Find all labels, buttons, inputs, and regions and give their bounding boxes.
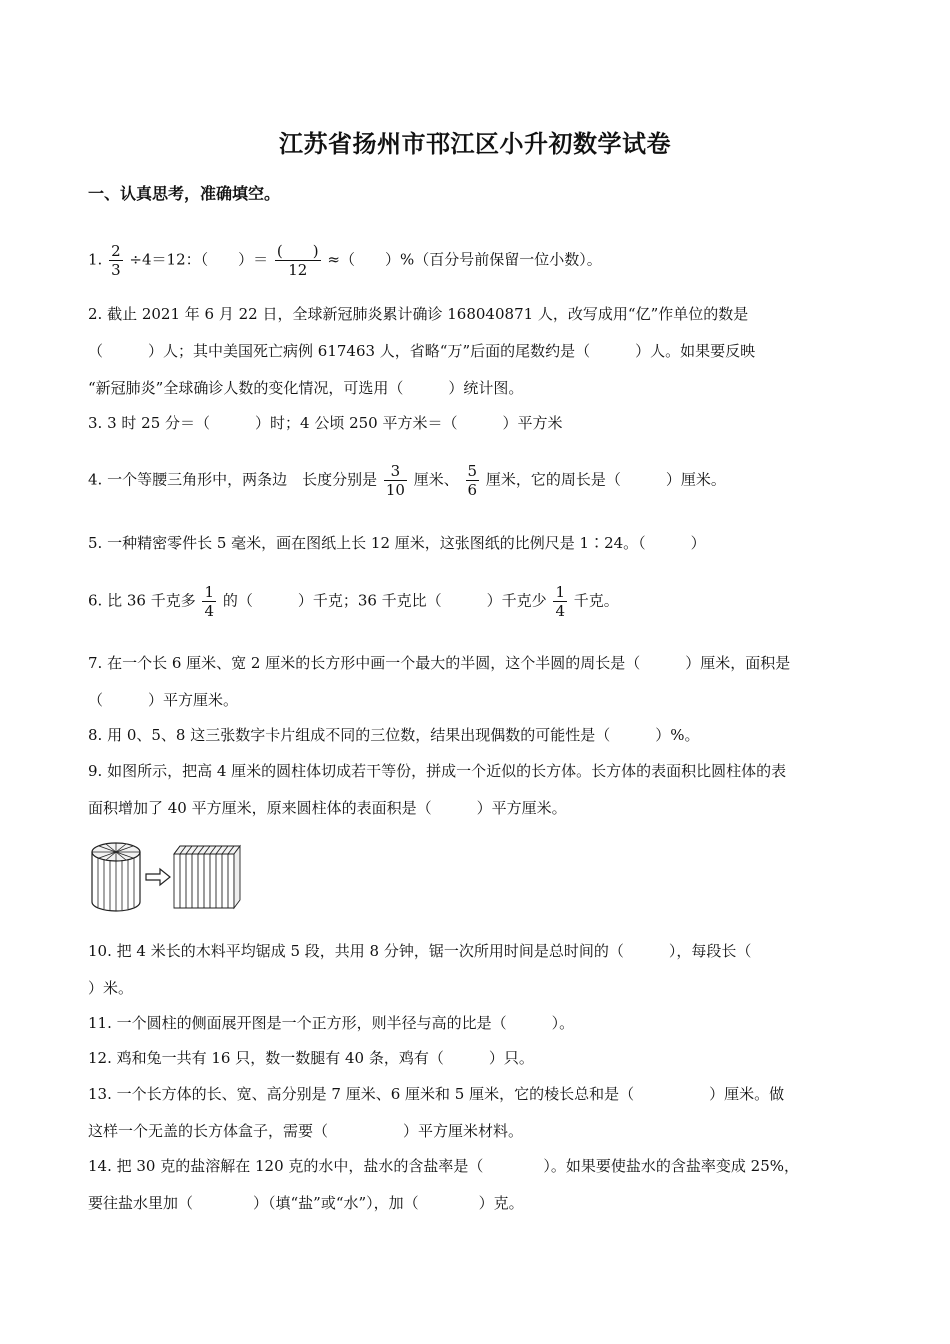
- cylinder-icon: [92, 843, 140, 911]
- question-1: 1. $\frac{2}{3}$ ÷4＝12：（ ）＝ $\frac{( )}{12}$ ≈（ ）%（百分号前保留一位小数）。: [88, 242, 602, 279]
- question-2-line-2: （ ）人；其中美国死亡病例 617463 人，省略“万”后面的尾数约是（ ）人。如果要反映: [88, 342, 756, 360]
- fraction-one-quarter-b: $\frac{1}{4}$: [555, 583, 565, 620]
- question-14-line-2: 要往盐水里加（ ）（填“盐”或“水”），加（ ）克。: [88, 1194, 524, 1212]
- fraction-five-sixths: $\frac{5}{6}$: [467, 462, 478, 499]
- fraction-one-quarter-a: $\frac{1}{4}$: [204, 583, 215, 620]
- question-13-line-1: 13. 一个长方体的长、宽、高分别是 7 厘米、6 厘米和 5 厘米，它的棱长总和是（ ）厘米。做: [88, 1085, 785, 1103]
- question-3: 3. 3 时 25 分＝（ ）时；4 公顷 250 平方米＝（ ）平方米: [88, 414, 563, 432]
- question-14-line-1: 14. 把 30 克的盐溶解在 120 克的水中，盐水的含盐率是（ ）。如果要使盐水的含盐率变成 25%，: [88, 1157, 800, 1175]
- question-11: 11. 一个圆柱的侧面展开图是一个正方形，则半径与高的比是（ ）。: [88, 1014, 575, 1032]
- page-title: 江苏省扬州市邗江区小升初数学试卷: [279, 130, 671, 158]
- section-heading: 一、认真思考，准确填空。: [88, 184, 281, 203]
- question-13-line-2: 这样一个无盖的长方体盒子，需要（ ）平方厘米材料。: [88, 1122, 524, 1140]
- question-2-line-3: “新冠肺炎”全球确诊人数的变化情况，可选用（ ）统计图。: [88, 379, 524, 397]
- question-9-line-1: 9. 如图所示，把高 4 厘米的圆柱体切成若干等份，拼成一个近似的长方体。长方体的表面积比圆柱体的表: [88, 762, 787, 780]
- question-6: 6. 比 36 千克多 $\frac{1}{4}$ 的（ ）千克；36 千克比（ ）千克少 $\frac{1}{4}$ 千克。: [88, 583, 619, 620]
- question-2-line-1: 2. 截止 2021 年 6 月 22 日，全球新冠肺炎累计确诊 168040871 人，改写成用“亿”作单位的数是: [88, 305, 749, 323]
- fraction-two-thirds: $\frac{2}{3}$: [111, 242, 121, 279]
- question-7-line-1: 7. 在一个长 6 厘米、宽 2 厘米的长方形中画一个最大的半圆，这个半圆的周长是（ ）厘米，面积是: [88, 654, 791, 672]
- question-7-line-2: （ ）平方厘米。: [88, 691, 239, 709]
- question-5: 5. 一种精密零件长 5 毫米，画在图纸上长 12 厘米，这张图纸的比例尺是 1∶24。（ ）: [88, 534, 706, 552]
- question-9-line-2: 面积增加了 40 平方厘米，原来圆柱体的表面积是（ ）平方厘米。: [88, 799, 567, 817]
- fraction-three-tenths: $\frac{3}{10}$: [385, 462, 405, 499]
- question-10-line-2: ）米。: [88, 979, 134, 997]
- cuboid-icon: [174, 846, 240, 908]
- fraction-blank-over-12: $\frac{( )}{12}$: [276, 242, 319, 279]
- arrow-right-icon: [146, 869, 170, 885]
- question-4: 4. 一个等腰三角形中，两条边 长度分别是 $\frac{3}{10}$ 厘米、 $\frac{5}{6}$ 厘米，它的周长是（ ）厘米。: [88, 462, 726, 499]
- question-10-line-1: 10. 把 4 米长的木料平均锯成 5 段，共用 8 分钟，锯一次所用时间是总时间的（ ），每段长（: [88, 942, 752, 960]
- question-8: 8. 用 0、5、8 这三张数字卡片组成不同的三位数，结果出现偶数的可能性是（ ）%。: [88, 726, 700, 744]
- question-12: 12. 鸡和兔一共有 16 只，数一数腿有 40 条，鸡有（ ）只。: [88, 1049, 534, 1067]
- cylinder-to-cuboid-figure: [90, 838, 242, 914]
